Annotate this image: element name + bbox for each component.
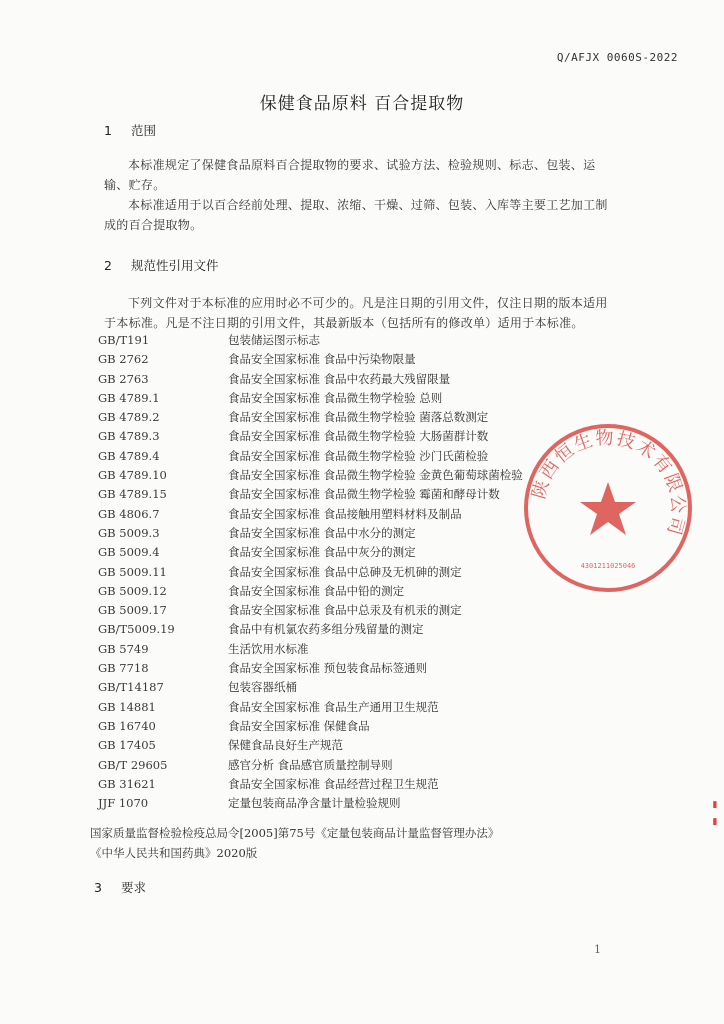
section-number: 2 — [104, 258, 112, 273]
reference-title: 保健食品良好生产规范 — [228, 738, 343, 753]
reference-title: 食品安全国家标准 食品微生物学检验 金黄色葡萄球菌检验 — [228, 468, 523, 483]
reference-code: GB 2763 — [98, 371, 149, 386]
edge-scan-mark: ▮ ▮ — [710, 800, 720, 829]
reference-code: GB/T 29605 — [98, 757, 168, 772]
section-title: 要求 — [121, 880, 147, 895]
seal-serial: 4301211025046 — [580, 562, 636, 570]
reference-code: GB 4789.3 — [98, 429, 160, 444]
reference-code: GB 17405 — [98, 738, 156, 753]
reference-title: 生活饮用水标准 — [228, 641, 309, 656]
reference-title: 食品安全国家标准 食品中灰分的测定 — [228, 545, 416, 560]
section-number: 3 — [94, 880, 102, 895]
reference-code: GB 4789.15 — [98, 487, 167, 502]
reference-title: 食品安全国家标准 食品经营过程卫生规范 — [228, 776, 439, 791]
extra-reference: 国家质量监督检验检疫总局令[2005]第75号《定量包装商品计量监督管理办法》 — [90, 826, 500, 840]
reference-item — [98, 698, 618, 717]
reference-title: 食品安全国家标准 食品中总砷及无机砷的测定 — [228, 564, 462, 579]
extra-reference: 《中华人民共和国药典》2020版 — [90, 846, 258, 860]
reference-code: JJF 1070 — [98, 796, 149, 811]
reference-item — [98, 389, 618, 408]
reference-code: GB 4789.4 — [98, 448, 160, 463]
reference-item — [98, 775, 618, 794]
reference-code: GB 4789.1 — [98, 390, 160, 405]
reference-item — [98, 331, 618, 350]
seal-ring-textpath: 陕西恒生物技术有限公司 — [528, 427, 689, 539]
reference-title: 包装储运图示标志 — [228, 333, 320, 347]
reference-title: 食品安全国家标准 食品微生物学检验 霉菌和酵母计数 — [228, 487, 500, 502]
document-title: 保健食品原料 百合提取物 — [259, 94, 465, 114]
reference-title: 食品中有机氯农药多组分残留量的测定 — [228, 622, 424, 637]
reference-title: 食品安全国家标准 食品中总汞及有机汞的测定 — [228, 603, 462, 618]
reference-title: 包装容器纸桶 — [228, 680, 297, 695]
reference-code: GB 5749 — [98, 641, 149, 656]
reference-code: GB 5009.3 — [98, 525, 160, 540]
reference-item — [98, 601, 618, 620]
reference-code: GB 5009.12 — [98, 583, 167, 598]
reference-item — [98, 350, 618, 369]
reference-code: GB/T14187 — [98, 680, 164, 695]
references-intro: 下列文件对于本标准的应用时必不可少的。凡是注日期的引用文件，仅注日期的版本适用于本标准。凡是不注日期的引用文件，其最新版本（包括所有的修改单）适用于本标准。 — [104, 296, 608, 330]
reference-item — [98, 736, 618, 755]
reference-code: GB 5009.17 — [98, 603, 167, 618]
reference-title: 食品安全国家标准 保健食品 — [228, 718, 370, 733]
reference-title: 食品安全国家标准 食品中铅的测定 — [228, 583, 405, 598]
reference-code: GB 31621 — [98, 776, 156, 791]
reference-item — [98, 620, 618, 639]
reference-title: 食品安全国家标准 食品微生物学检验 总则 — [228, 390, 443, 405]
reference-title: 食品安全国家标准 食品中农药最大残留限量 — [228, 371, 451, 386]
seal-star-icon — [580, 482, 636, 535]
section-heading-scope — [104, 121, 156, 139]
reference-title: 食品安全国家标准 预包装食品标签通则 — [228, 661, 428, 676]
reference-code: GB/T191 — [98, 333, 150, 347]
reference-item — [98, 370, 618, 389]
reference-code: GB 7718 — [98, 661, 149, 676]
reference-code: GB 5009.4 — [98, 545, 160, 560]
reference-code: GB 4806.7 — [98, 506, 160, 521]
scope-paragraph-1: 本标准规定了保健食品原料百合提取物的要求、试验方法、检验规则、标志、包装、运输、贮存。 — [104, 158, 596, 192]
reference-code: GB/T5009.19 — [98, 622, 175, 637]
section-title: 规范性引用文件 — [131, 258, 219, 273]
reference-code: GB 4789.2 — [98, 410, 160, 425]
reference-title: 食品安全国家标准 食品生产通用卫生规范 — [228, 699, 439, 714]
reference-title: 食品安全国家标准 食品中污染物限量 — [228, 352, 416, 367]
reference-code: GB 14881 — [98, 699, 156, 714]
reference-item — [98, 678, 618, 697]
reference-item — [98, 717, 618, 736]
reference-item — [98, 794, 618, 813]
reference-item — [98, 756, 618, 775]
reference-item — [98, 659, 618, 678]
reference-title: 食品安全国家标准 食品接触用塑料材料及制品 — [228, 506, 462, 521]
reference-title: 食品安全国家标准 食品微生物学检验 菌落总数测定 — [228, 410, 489, 425]
reference-title: 定量包装商品净含量计量检验规则 — [228, 796, 401, 811]
reference-item — [98, 640, 618, 659]
scope-paragraph-2: 本标准适用于以百合经前处理、提取、浓缩、干燥、过筛、包装、入库等主要工艺加工制成的百合提取物。 — [104, 198, 608, 232]
standard-code: Q/AFJX 0060S-2022 — [556, 51, 678, 64]
section-heading-references — [104, 256, 219, 274]
reference-title: 食品安全国家标准 食品中水分的测定 — [228, 525, 416, 540]
reference-title: 感官分析 食品感官质量控制导则 — [228, 757, 393, 772]
reference-code: GB 16740 — [98, 718, 156, 733]
reference-title: 食品安全国家标准 食品微生物学检验 大肠菌群计数 — [228, 429, 489, 444]
reference-code: GB 4789.10 — [98, 468, 167, 483]
reference-title: 食品安全国家标准 食品微生物学检验 沙门氏菌检验 — [228, 448, 489, 463]
section-number: 1 — [104, 123, 112, 138]
reference-code: GB 5009.11 — [98, 564, 167, 579]
company-seal-stamp — [518, 418, 698, 598]
page-number: 1 — [594, 943, 601, 956]
section-title: 范围 — [131, 123, 157, 138]
section-heading-requirements — [94, 878, 146, 896]
reference-code: GB 2762 — [98, 352, 149, 367]
